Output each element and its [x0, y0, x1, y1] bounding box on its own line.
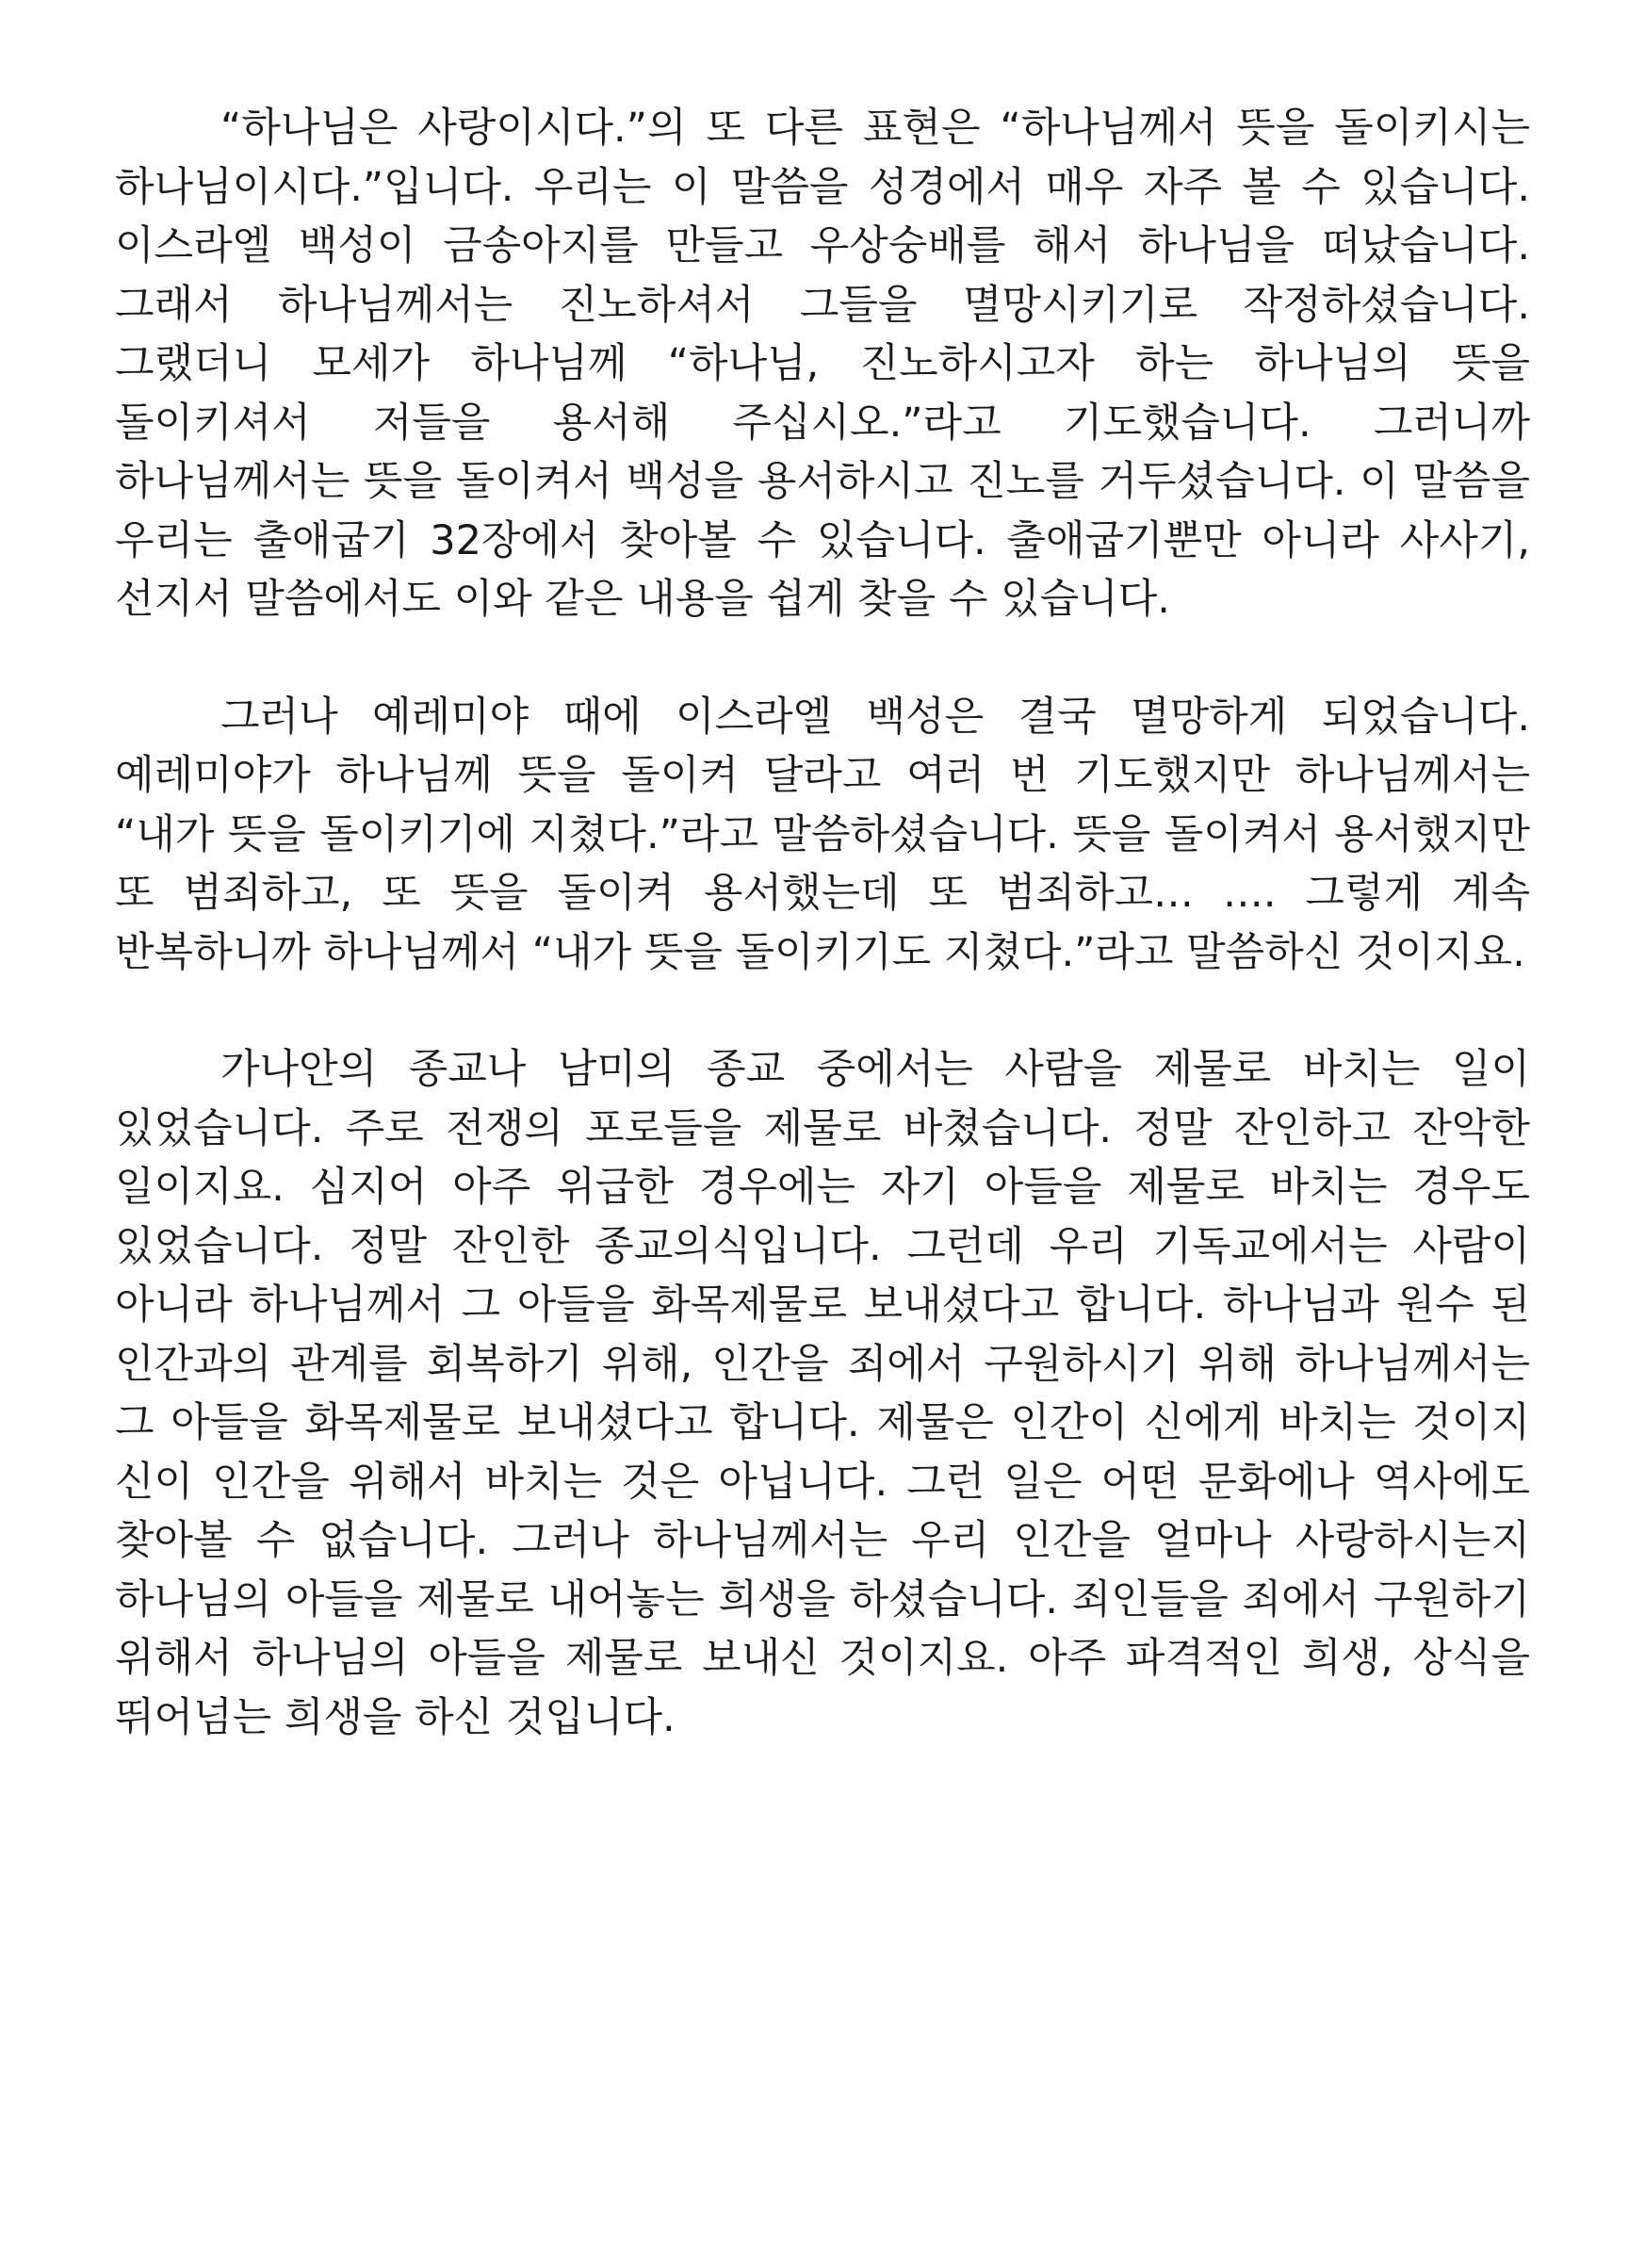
paragraph-2: 그러나 예레미야 때에 이스라엘 백성은 결국 멸망하게 되었습니다. 예레미야가 하나님께 뜻을 돌이켜 달라고 여러 번 기도했지만 하나님께서는 “내가 뜻을 돌이키기에 지쳤다.”라고 말씀하셨습니다. 뜻을 돌이켜서 용서했지만 또 범죄하고, 또 뜻을 돌이켜 용서했는데 또 범죄하고… …. 그렇게 계속 반복하니까 하나님께서 “내가 뜻을 돌이키기도 지쳤다.”라고 말씀하신 것이지요. [115, 693, 1530, 976]
paragraph-3: 가나안의 종교나 남미의 종교 중에서는 사람을 제물로 바치는 일이 있었습니다. 주로 전쟁의 포로들을 제물로 바쳤습니다. 정말 잔인하고 잔악한 일이지요. 심지어 아주 위급한 경우에는 자기 아들을 제물로 바치는 경우도 있었습니다. 정말 잔인한 종교의식입니다. 그런데 우리 기독교에서는 사람이 아니라 하나님께서 그 아들을 화목제물로 보내셨다고 합니다. 하나님과 원수 된 인간과의 관계를 회복하기 위해, 인간을 죄에서 구원하시기 위해 하나님께서는 그 아들을 화목제물로 보내셨다고 합니다. 제물은 인간이 신에게 바치는 것이지 신이 인간을 위해서 바치는 것은 아닙니다. 그런 일은 어떤 문화에나 역사에도 찾아볼 수 없습니다. 그러나 하나님께서는 우리 인간을 얼마나 사랑하시는지 하나님의 아들을 제물로 내어놓는 희생을 하셨습니다. 죄인들을 죄에서 구원하기 위해서 하나님의 아들을 제물로 보내신 것이지요. 아주 파격적인 희생, 상식을 뛰어넘는 희생을 하신 것입니다. [115, 1046, 1530, 1741]
document-page [115, 99, 1530, 1805]
paragraph-1: “하나님은 사랑이시다.”의 또 다른 표현은 “하나님께서 뜻을 돌이키시는 하나님이시다.”입니다. 우리는 이 말씀을 성경에서 매우 자주 볼 수 있습니다. 이스라엘 백성이 금송아지를 만들고 우상숭배를 해서 하나님을 떠났습니다. 그래서 하나님께서는 진노하셔서 그들을 멸망시키기로 작정하셨습니다. 그랬더니 모세가 하나님께 “하나님, 진노하시고자 하는 하나님의 뜻을 돌이키셔서 저들을 용서해 주십시오.”라고 기도했습니다. 그러니까 하나님께서는 뜻을 돌이켜서 백성을 용서하시고 진노를 거두셨습니다. 이 말씀을 우리는 출애굽기 32장에서 찾아볼 수 있습니다. 출애굽기뿐만 아니라 사사기, 선지서 말씀에서도 이와 같은 내용을 쉽게 찾을 수 있습니다. [115, 105, 1530, 623]
